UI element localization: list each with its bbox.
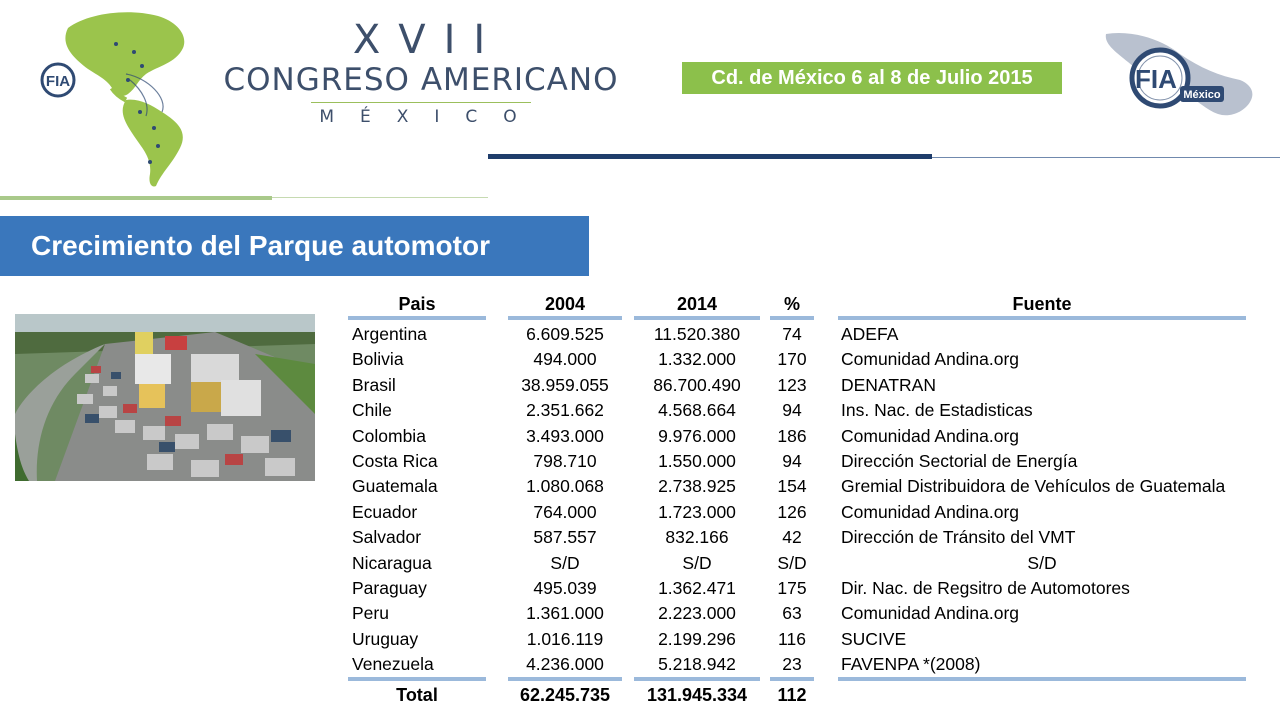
header-rule-green — [0, 196, 272, 200]
cell-country: Colombia — [352, 425, 426, 446]
cell-pct: 170 — [777, 349, 807, 370]
fia-mexico-logo — [1100, 28, 1260, 124]
cell-source: S/D — [1027, 552, 1057, 573]
total-bar-2004 — [508, 677, 622, 681]
cell-source: Dir. Nac. de Regsitro de Automotores — [841, 578, 1130, 598]
cell-2004: S/D — [550, 552, 580, 573]
cell-2004: 1.016.119 — [526, 628, 604, 649]
cell-source: DENATRAN — [841, 374, 936, 395]
total-bar-pct — [770, 677, 814, 681]
americas-map-icon — [65, 12, 184, 186]
cell-2004: 3.493.000 — [526, 425, 604, 446]
cell-2014: 2.199.296 — [658, 628, 736, 649]
cell-source: Comunidad Andina.org — [841, 349, 1020, 370]
cell-pct: 23 — [782, 654, 802, 675]
total-pct: 112 — [777, 685, 807, 705]
cell-2004: 495.039 — [533, 578, 597, 598]
cell-source: Dirección de Tránsito del VMT — [841, 527, 1076, 548]
cell-country: Guatemala — [352, 476, 438, 497]
total-2004: 62.245.735 — [519, 685, 611, 705]
cell-2014: 86.700.490 — [653, 374, 741, 395]
total-bar-source — [838, 677, 1246, 681]
cell-2004: 798.710 — [533, 451, 597, 471]
cell-pct: 116 — [778, 628, 806, 649]
cell-2014: 4.568.664 — [658, 400, 736, 421]
cell-pct: 126 — [777, 501, 807, 522]
header-bar-2004 — [508, 316, 622, 320]
cell-source: FAVENPA *(2008) — [841, 654, 981, 675]
cell-pct: 175 — [777, 578, 807, 598]
cell-country: Salvador — [352, 527, 422, 548]
header-bar-source — [838, 316, 1246, 320]
col-header-2004: 2004 — [544, 294, 586, 314]
header-rule-navy-thin — [932, 157, 1280, 158]
cell-source: Comunidad Andina.org — [841, 501, 1020, 522]
cell-country: Costa Rica — [352, 451, 438, 471]
cell-country: Argentina — [352, 324, 427, 344]
cell-2004: 494.000 — [533, 349, 597, 370]
cell-2004: 1.080.068 — [526, 476, 604, 497]
congress-name: CONGRESO AMERICANO — [223, 62, 619, 98]
cell-source: Ins. Nac. de Estadisticas — [841, 400, 1033, 421]
cell-2014: S/D — [682, 552, 712, 573]
cell-2004: 764.000 — [533, 501, 597, 522]
cell-source: SUCIVE — [841, 628, 907, 649]
fia-logo-left-text: FIA — [45, 73, 71, 90]
cell-2014: 5.218.942 — [658, 654, 736, 675]
cell-country: Nicaragua — [352, 552, 432, 573]
header-rule-navy — [488, 154, 932, 159]
cell-source: Dirección Sectorial de Energía — [841, 451, 1078, 471]
header-rule-green-thin — [272, 197, 488, 198]
cell-2014: 2.738.925 — [658, 476, 736, 497]
cell-2014: 1.550.000 — [658, 451, 736, 471]
fia-logo-left-icon — [42, 64, 74, 96]
cell-2004: 587.557 — [533, 527, 597, 548]
cell-pct: 123 — [777, 374, 807, 395]
cell-2004: 4.236.000 — [526, 654, 604, 675]
cell-2014: 1.723.000 — [658, 501, 736, 522]
cell-2004: 2.351.662 — [526, 400, 604, 421]
title-divider — [311, 102, 531, 103]
col-header-2014: 2014 — [676, 294, 718, 314]
cell-pct: 94 — [782, 451, 802, 471]
header-bar-pct — [770, 316, 814, 320]
cell-2004: 1.361.000 — [526, 603, 604, 624]
congress-number: XVII — [352, 17, 504, 63]
cell-country: Chile — [352, 400, 392, 421]
cell-pct: S/D — [777, 552, 807, 573]
cell-source: Comunidad Andina.org — [841, 425, 1020, 446]
total-bar-country — [348, 677, 486, 681]
section-title: Crecimiento del Parque automotor — [0, 216, 589, 276]
cell-2014: 11.520.380 — [653, 324, 741, 344]
cell-country: Peru — [352, 603, 389, 624]
cell-pct: 154 — [777, 476, 807, 497]
date-banner: Cd. de México 6 al 8 de Julio 2015 — [682, 62, 1062, 94]
total-bar-2014 — [634, 677, 760, 681]
cell-pct: 42 — [782, 527, 802, 548]
cell-source: Gremial Distribuidora de Vehículos de Guatemala — [841, 476, 1226, 497]
cell-pct: 74 — [782, 324, 802, 344]
col-header-source: Fuente — [1012, 294, 1072, 314]
cell-2014: 1.332.000 — [658, 349, 736, 370]
cell-2014: 9.976.000 — [658, 425, 736, 446]
total-2014: 131.945.334 — [646, 685, 748, 705]
cell-pct: 186 — [777, 425, 807, 446]
congress-country: MÉXICO — [319, 107, 543, 127]
cell-country: Brasil — [352, 374, 396, 395]
header-bar-country — [348, 316, 486, 320]
cell-pct: 63 — [782, 603, 802, 624]
cell-country: Uruguay — [352, 628, 419, 649]
col-header-pct: % — [783, 294, 800, 314]
cell-pct: 94 — [782, 400, 802, 421]
cell-2004: 38.959.055 — [521, 374, 609, 395]
cell-2004: 6.609.525 — [526, 324, 604, 344]
cell-country: Venezuela — [352, 654, 434, 675]
cell-source: Comunidad Andina.org — [841, 603, 1020, 624]
cell-country: Bolivia — [352, 349, 404, 370]
cell-2014: 832.166 — [665, 527, 729, 548]
cell-country: Paraguay — [352, 578, 427, 598]
total-label: Total — [396, 685, 438, 705]
traffic-photo — [15, 314, 315, 481]
cell-country: Ecuador — [352, 501, 418, 522]
fia-logo-right-subtext: México — [1183, 89, 1221, 101]
header-bar-2014 — [634, 316, 760, 320]
cell-source: ADEFA — [841, 324, 899, 344]
fia-logo-right-text: FIA — [1135, 64, 1177, 94]
congress-title — [196, 17, 646, 127]
cell-2014: 2.223.000 — [658, 603, 736, 624]
cell-2014: 1.362.471 — [658, 578, 736, 598]
americas-map-logo — [38, 8, 208, 188]
col-header-country: Pais — [398, 294, 436, 314]
